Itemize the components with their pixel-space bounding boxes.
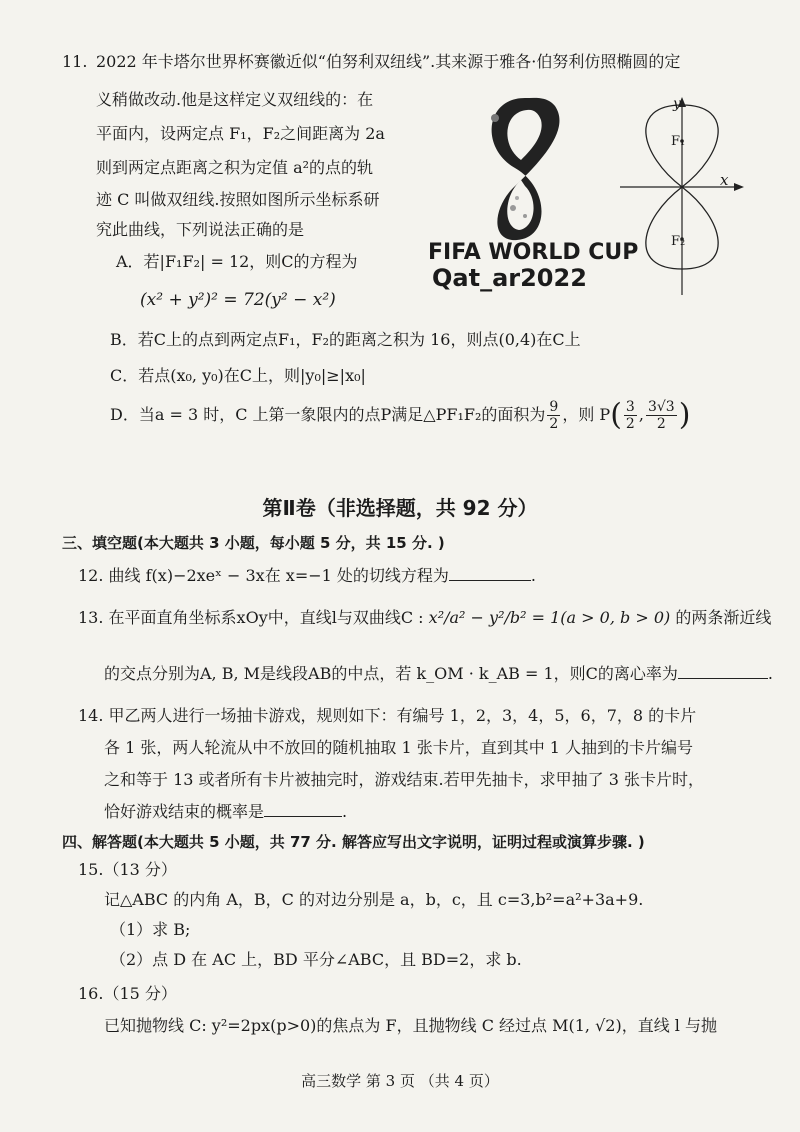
q12-answer-blank[interactable]	[449, 566, 531, 581]
q16-line1: 已知抛物线 C: y²=2px(p>0)的焦点为 F，且抛物线 C 经过点 M(1, √2)，直线 l 与抛	[104, 1016, 717, 1035]
x-axis-arrow	[734, 183, 744, 191]
q14-line2: 各 1 张，两人轮流从中不放回的随机抽取 1 张卡片，直到其中 1 人抽到的卡片编号	[104, 738, 694, 757]
q14-line3: 之和等于 13 或者所有卡片被抽完时，游戏结束.若甲先抽卡，求甲抽了 3 张卡片时，	[104, 770, 704, 789]
q12-number: 12.	[78, 566, 104, 585]
q11-line1: 2022 年卡塔尔世界杯赛徽近似“伯努利双纽线”.其来源于雅各·伯努利仿照椭圆的定	[96, 52, 681, 71]
graph-x-label: x	[720, 171, 729, 189]
q13-line1	[78, 608, 771, 628]
q11-option-b: B．若C上的点到两定点F₁，F₂的距离之积为 16，则点(0,4)在C上	[110, 330, 581, 349]
q16-header: 16.（15 分）	[78, 984, 177, 1003]
q15-header: 15.（13 分）	[78, 860, 177, 879]
q11-line2: 义稍做改动.他是这样定义双纽线的：在	[96, 90, 374, 109]
graph-f1-label: F₁	[671, 134, 686, 149]
q11-option-d: D．当a = 3 时，C 上第一象限内的点P满足△PF₁F₂的面积为 $\frac{9}{2}$ ，则 P( $\frac{3}{2}$ , $\frac{3√3}{2}$ )	[110, 397, 691, 433]
q15-line1: 记△ABC 的内角 A，B，C 的对边分别是 a，b，c，且 c=3,b²=a²+3a+9.	[104, 890, 644, 909]
q13-answer-blank[interactable]	[678, 664, 768, 679]
graph-y-label: y	[673, 96, 681, 112]
q13-hyperbola-equation: x²/a² − y²/b² = 1(a > 0, b > 0)	[428, 608, 671, 627]
section-title: 第Ⅱ卷（非选择题，共 92 分）	[262, 496, 538, 520]
graph-f2-label: F₂	[671, 234, 686, 249]
q11-option-d-text: D．当a = 3 时，C 上第一象限内的点P满足△PF₁F₂的面积为	[110, 405, 546, 424]
q14-line1	[78, 706, 696, 726]
q11-line4: 则到两定点距离之积为定值 a²的点的轨	[96, 158, 374, 177]
q15-part1: （1）求 B;	[110, 920, 191, 939]
q11-option-d-p-y	[646, 399, 677, 432]
q13-text: 在平面直角坐标系xOy中，直线l与双曲线C :	[108, 608, 424, 627]
q13-text-post: 的两条渐近线	[675, 608, 772, 627]
fifa-logo-line1: FIFA WORLD CUP	[428, 240, 639, 265]
frac-den: 2	[625, 416, 635, 432]
fifa-logo-line2: Qat_ar2022	[432, 264, 587, 292]
frac-den: 2	[549, 416, 559, 432]
q14-answer-blank[interactable]	[264, 802, 342, 817]
q11-option-c: C．若点(x₀, y₀)在C上，则|y₀|≥|x₀|	[110, 366, 366, 385]
q14-line4-text: 恰好游戏结束的概率是	[104, 802, 265, 821]
fill-in-section-header: 三、填空题(本大题共 3 小题，每小题 5 分，共 15 分. )	[62, 534, 445, 552]
page-footer: 高三数学 第 3 页 （共 4 页）	[301, 1072, 499, 1090]
q14-end: .	[342, 802, 348, 821]
frac-num: 3√3	[647, 399, 675, 415]
lemniscate-graph	[620, 95, 750, 300]
q11-option-d-mid: ，则 P	[562, 405, 611, 424]
q13-number: 13.	[78, 608, 104, 627]
q11-option-a: A．若|F₁F₂| = 12，则C的方程为	[116, 252, 358, 271]
q13-end: .	[767, 664, 773, 683]
answer-section-header: 四、解答题(本大题共 5 小题，共 77 分. 解答应写出文字说明，证明过程或演算步骤. )	[62, 833, 645, 851]
q12	[78, 566, 536, 586]
frac-num: 9	[549, 399, 559, 415]
q11-option-a-equation: (x² + y²)² = 72(y² − x²)	[140, 290, 336, 310]
q11-line6: 究此曲线，下列说法正确的是	[96, 220, 305, 239]
q15-part2: （2）点 D 在 AC 上，BD 平分∠ABC，且 BD=2，求 b.	[110, 950, 522, 969]
q11-line3: 平面内，设两定点 F₁，F₂之间距离为 2a	[96, 124, 385, 143]
q11-number: 11.	[62, 52, 88, 71]
frac-num: 3	[625, 399, 635, 415]
q11-line5: 迹 C 叫做双纽线.按照如图所示坐标系研	[96, 190, 380, 209]
q11-option-d-p-x	[624, 399, 637, 432]
q14-line4	[104, 802, 347, 822]
q13-line2	[104, 664, 773, 684]
q11-option-d-area-fraction	[547, 399, 560, 432]
q14-line1-text: 甲乙两人进行一场抽卡游戏，规则如下：有编号 1，2，3，4，5，6，7，8 的卡片	[108, 706, 697, 725]
fifa-trophy-emblem	[455, 88, 595, 248]
q13-line2-text: 的交点分别为A, B, M是线段AB的中点，若 k_OM · k_AB = 1，则C的离心率为	[104, 664, 678, 683]
q12-text: 曲线 f(x)−2xeˣ − 3x在 x=−1 处的切线方程为	[108, 566, 449, 585]
q14-number: 14.	[78, 706, 104, 725]
frac-den: 2	[656, 416, 666, 432]
q12-end: .	[530, 566, 536, 585]
